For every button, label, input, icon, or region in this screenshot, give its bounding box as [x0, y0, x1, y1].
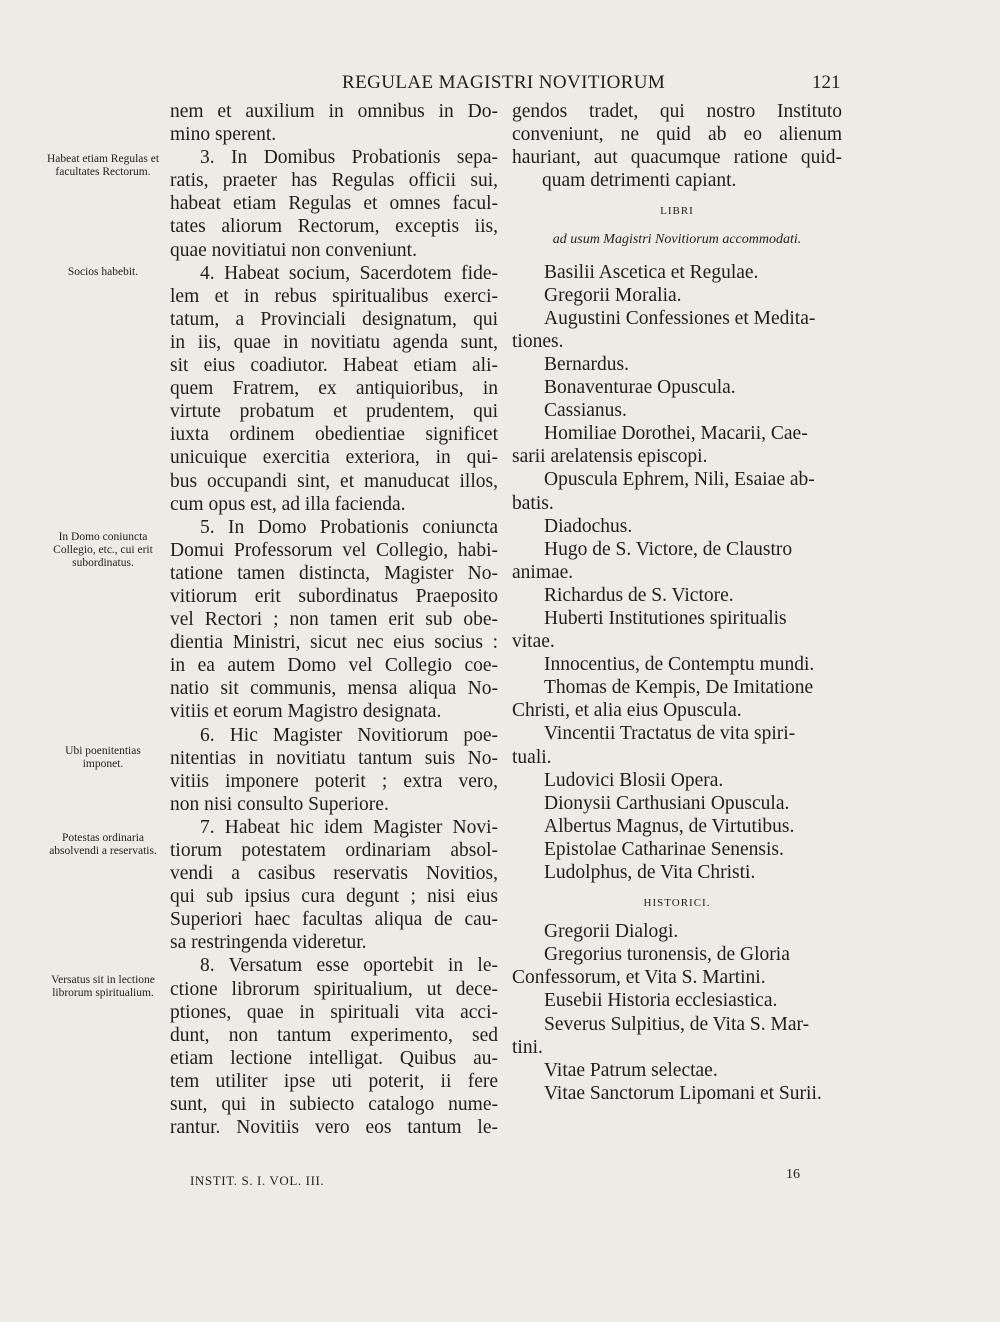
- text-line: 7. Habeat hic idem Magister Novi-: [200, 816, 498, 838]
- history-entry: Severus Sulpitius, de Vita S. Mar-: [544, 1013, 810, 1035]
- book-entry: Albertus Magnus, de Virtutibus.: [544, 815, 795, 837]
- right-column: [512, 100, 842, 1105]
- text-line: bus occupandi sint, et manuducat illos,: [170, 470, 498, 492]
- book-entry-continued: tiones.: [512, 330, 564, 352]
- text-line: dientia Ministri, sicut nec eius socius :: [170, 632, 498, 654]
- text-line: in ea autem Domo vel Collegio coe-: [170, 655, 498, 677]
- book-entry: Richardus de S. Victore.: [544, 584, 734, 606]
- margin-note: In Domo coniuncta Collegio, etc., cui erit subordinatus.: [53, 531, 153, 569]
- text-line: 6. Hic Magister Novitiorum poe-: [200, 724, 498, 746]
- text-line: hauriant, aut quacumque ratione quid-: [512, 147, 842, 169]
- book-entry: Bernardus.: [544, 353, 630, 375]
- book-entry-continued: tuali.: [512, 746, 552, 768]
- history-entry-continued: tini.: [512, 1036, 543, 1058]
- margin-note: Ubi poenitentias imponet.: [65, 745, 141, 770]
- text-line: tiorum potestatem ordinariam absol-: [170, 840, 498, 861]
- book-entry: Dionysii Carthusiani Opuscula.: [544, 792, 790, 814]
- text-line: Superiori haec facultas aliqua de cau-: [170, 909, 498, 931]
- book-entry-continued: animae.: [512, 561, 574, 583]
- text-line: sa restringenda videretur.: [170, 932, 367, 954]
- text-line: 8. Versatum esse oportebit in le-: [200, 955, 498, 977]
- text-line: ctione librorum spiritualium, ut dece-: [170, 978, 498, 1000]
- text-line: 4. Habeat socium, Sacerdotem fide-: [200, 262, 498, 284]
- text-line: quem Fratrem, ex antiquioribus, in: [170, 378, 498, 400]
- text-line: conveniunt, ne quid ab eo alienum: [512, 124, 842, 146]
- text-line: iuxta ordinem obedientiae significet: [170, 424, 498, 446]
- text-line: tem utiliter ipse uti poterit, ii fere: [170, 1070, 498, 1092]
- history-entry: Vitae Sanctorum Lipomani et Surii.: [544, 1082, 822, 1104]
- text-line: qui sub ipsius cura degunt ; nisi eius: [170, 886, 498, 908]
- text-line: nem et auxilium in omnibus in Do-: [170, 101, 498, 122]
- text-line: tatum, a Provinciali designatum, qui: [170, 308, 498, 330]
- book-entry: Augustini Confessiones et Medita-: [544, 307, 816, 329]
- book-entry: Huberti Institutiones spiritualis: [544, 607, 787, 629]
- text-line: unicuique exercitia exteriora, in qui-: [170, 447, 498, 469]
- text-line: rantur. Novitiis vero eos tantum le-: [170, 1117, 498, 1139]
- text-line: vel Rectori ; non tamen erit sub obe-: [170, 609, 498, 631]
- book-entry: Basilii Ascetica et Regulae.: [544, 261, 759, 283]
- book-entry: Diadochus.: [544, 515, 633, 537]
- text-line: etiam lectione intelligat. Quibus au-: [170, 1047, 498, 1069]
- book-entry: Cassianus.: [544, 400, 627, 422]
- text-line: quae novitiatui non conveniunt.: [170, 239, 417, 261]
- text-line: tates aliorum Rectorum, exceptis iis,: [170, 216, 498, 238]
- book-entry: Hugo de S. Victore, de Claustro: [544, 538, 793, 560]
- text-line: 3. In Domibus Probationis sepa-: [200, 147, 498, 169]
- text-line: lem et in rebus spiritualibus exerci-: [170, 285, 498, 307]
- book-entry: Gregorii Moralia.: [544, 284, 682, 306]
- text-line: quam detrimenti capiant.: [542, 170, 737, 192]
- text-line: ratis, praeter has Regulas officii sui,: [170, 170, 498, 192]
- book-entry: Ludolphus, de Vita Christi.: [544, 862, 756, 883]
- book-entry: Bonaventurae Opuscula.: [544, 377, 736, 399]
- margin-note: Versatus sit in lectione librorum spiritualium.: [51, 974, 155, 999]
- left-column: [170, 100, 498, 1139]
- text-line: habeat etiam Regulas et omnes facul-: [170, 193, 498, 215]
- history-entry: Vitae Patrum selectae.: [544, 1059, 718, 1081]
- book-entry-continued: batis.: [512, 492, 554, 514]
- text-line: mino sperent.: [170, 124, 277, 146]
- history-entry: Gregorii Dialogi.: [544, 921, 679, 943]
- text-line: nitentias in novitiatu tantum suis No-: [170, 747, 498, 769]
- text-line: vitiis imponere poterit ; extra vero,: [170, 770, 498, 792]
- running-head: REGULAE MAGISTRI NOVITIORUM: [342, 72, 666, 93]
- book-entry: Opuscula Ephrem, Nili, Esaiae ab-: [544, 469, 815, 491]
- section-heading-historici: HISTORICI.: [643, 897, 711, 910]
- book-entry: Epistolae Catharinae Senensis.: [544, 838, 784, 860]
- text-line: sit eius coadiutor. Habeat etiam ali-: [170, 355, 498, 377]
- section-subheading: ad usum Magistri Novitiorum accommodati.: [552, 232, 802, 248]
- book-entry-continued: sarii arelatensis episcopi.: [512, 446, 708, 468]
- section-heading-libri: LIBRI: [660, 205, 694, 218]
- page-number: 121: [812, 72, 841, 93]
- text-line: vitiis et eorum Magistro designata.: [170, 701, 442, 723]
- text-line: vendi a casibus reservatis Novitios,: [170, 863, 498, 885]
- margin-note: Potestas ordinaria absolvendi a reservatis.: [49, 832, 157, 857]
- book-entry: Thomas de Kempis, De Imitatione: [544, 677, 814, 699]
- margin-note: Habeat etiam Regulas et facultates Rectorum.: [46, 153, 160, 178]
- history-entry-continued: Confessorum, et Vita S. Martini.: [512, 967, 766, 989]
- text-line: dunt, non tantum experimento, sed: [170, 1024, 498, 1046]
- sheet-number: 16: [786, 1167, 800, 1182]
- book-entry-continued: Christi, et alia eius Opuscula.: [512, 700, 742, 722]
- signature-mark: INSTIT. S. I. VOL. III.: [190, 1173, 325, 1188]
- book-entry: Ludovici Blosii Opera.: [544, 769, 724, 791]
- text-line: in iis, quae in novitiatu agenda sunt,: [170, 331, 498, 353]
- text-line: ptiones, quae in spirituali vita acci-: [170, 1001, 498, 1023]
- text-line: non nisi consulto Superiore.: [170, 793, 389, 815]
- margin-note: Socios habebit.: [67, 266, 139, 278]
- text-line: gendos tradet, qui nostro Instituto: [512, 101, 842, 122]
- text-line: cum opus est, ad illa facienda.: [170, 493, 406, 515]
- text-line: vitiorum erit subordinatus Praeposito: [170, 585, 498, 607]
- book-entry: Homiliae Dorothei, Macarii, Cae-: [544, 423, 808, 445]
- history-entry: Gregorius turonensis, de Gloria: [544, 944, 790, 966]
- text-line: tatione tamen distincta, Magister No-: [170, 562, 498, 584]
- text-line: 5. In Domo Probationis coniuncta: [200, 516, 498, 538]
- text-line: virtute probatum et prudentem, qui: [170, 401, 498, 423]
- text-line: Domui Professorum vel Collegio, habi-: [170, 539, 498, 561]
- book-entry: Vincentii Tractatus de vita spiri-: [544, 723, 796, 745]
- book-entry-continued: vitae.: [512, 631, 555, 653]
- text-line: sunt, qui in subiecto catalogo nume-: [170, 1094, 498, 1116]
- book-entry: Innocentius, de Contemptu mundi.: [544, 654, 815, 676]
- text-line: natio sit communis, mensa aliqua No-: [170, 678, 498, 700]
- history-entry: Eusebii Historia ecclesiastica.: [544, 990, 778, 1012]
